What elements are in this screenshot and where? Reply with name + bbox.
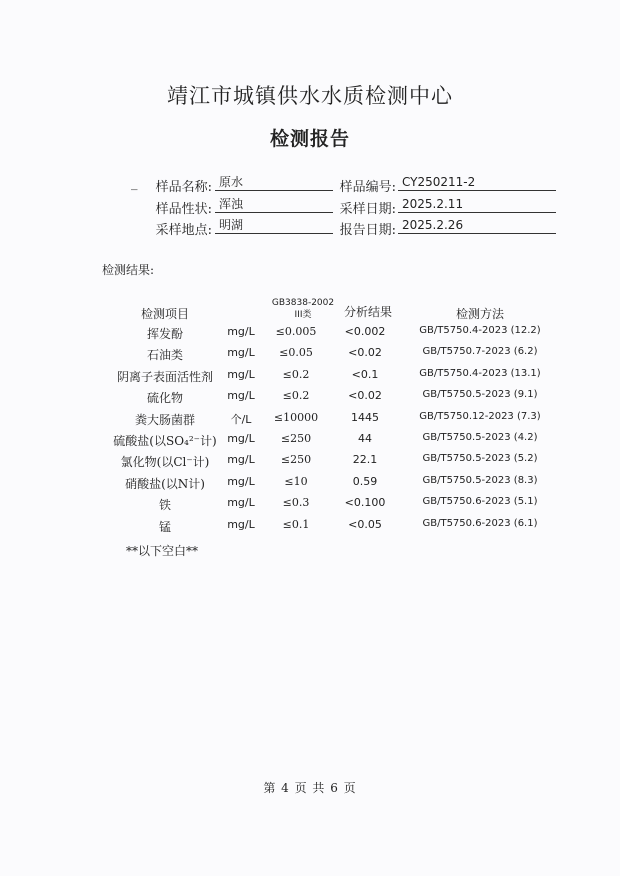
cell-method: GB/T5750.6-2023 (6.1) [422, 517, 538, 529]
cell-unit: mg/L [227, 496, 255, 510]
sample-number-value: CY250211-2 [398, 173, 556, 191]
cell-unit: mg/L [227, 346, 255, 360]
table-row [0, 346, 620, 366]
report-date-label: 报告日期: [339, 223, 396, 238]
table-row [0, 389, 620, 409]
info-row-name [0, 176, 620, 196]
cell-result: <0.05 [348, 517, 382, 531]
cell-limit: ≤10 [284, 474, 308, 488]
header-method: 检测方法 [455, 307, 504, 321]
cell-method: GB/T5750.6-2023 (5.1) [422, 496, 538, 508]
cell-limit: ≤0.2 [282, 367, 310, 381]
sample-property-label: 样品性状: [155, 202, 212, 217]
cell-limit: ≤250 [280, 453, 312, 467]
cell-unit: mg/L [227, 367, 255, 381]
info-row-location [0, 219, 620, 239]
table-row [0, 518, 620, 538]
table-row [0, 475, 620, 495]
header-standard-line1: GB3838-2002 [271, 298, 335, 308]
cell-result: 1445 [351, 410, 379, 424]
header-item: 检测项目 [140, 307, 189, 321]
sample-name-label: 样品名称: [155, 180, 212, 195]
header-result: 分析结果 [343, 305, 392, 319]
report-date-value: 2025.2.26 [398, 216, 556, 234]
cell-item: 硫化物 [146, 391, 183, 406]
table-row [0, 432, 620, 452]
table-row [0, 325, 620, 345]
organization-title: 靖江市城镇供水水质检测中心 [167, 84, 453, 108]
info-row-property [0, 198, 620, 218]
cell-item: 挥发酚 [146, 327, 183, 341]
cell-method: GB/T5750.5-2023 (5.2) [422, 453, 538, 465]
cell-unit: 个/L [230, 412, 252, 426]
cell-unit: mg/L [227, 453, 255, 467]
sampling-date-label: 采样日期: [339, 202, 396, 217]
sample-property-value: 浑浊 [215, 195, 333, 213]
sample-number-label: 样品编号: [339, 180, 396, 195]
cell-limit: ≤0.1 [282, 517, 310, 531]
cell-item: 硝酸盐(以N计) [125, 476, 205, 491]
cell-method: GB/T5750.7-2023 (6.2) [422, 346, 538, 358]
cell-limit: ≤0.05 [279, 346, 313, 360]
cell-unit: mg/L [227, 517, 255, 531]
cell-unit: mg/L [227, 389, 255, 403]
cell-item: 粪大肠菌群 [134, 412, 195, 427]
cell-unit: mg/L [227, 474, 255, 488]
cell-method: GB/T5750.5-2023 (4.2) [422, 432, 538, 443]
table-row [0, 453, 620, 473]
cell-limit: ≤0.2 [282, 389, 310, 403]
cell-method: GB/T5750.4-2023 (13.1) [419, 367, 541, 379]
cell-result: 0.59 [352, 474, 378, 488]
blank-below-note: **以下空白** [126, 544, 199, 558]
cell-result: <0.02 [348, 346, 382, 360]
cell-item: 铁 [158, 498, 171, 513]
cell-limit: ≤250 [280, 432, 312, 445]
cell-result: <0.02 [348, 389, 382, 403]
sampling-date-value: 2025.2.11 [398, 195, 556, 213]
cell-method: GB/T5750.5-2023 (8.3) [422, 474, 538, 486]
results-section-label: 检测结果: [102, 263, 155, 277]
cell-item: 氯化物(以Cl⁻计) [120, 455, 210, 470]
table-row [0, 411, 620, 431]
cell-unit: mg/L [227, 325, 255, 338]
table-row [0, 368, 620, 388]
cell-item: 锰 [158, 519, 171, 534]
cell-item: 阴离子表面活性剂 [116, 369, 213, 384]
margin-dash: _ [131, 176, 138, 191]
cell-result: <0.1 [351, 367, 379, 381]
cell-unit: mg/L [227, 432, 255, 445]
sampling-location-label: 采样地点: [155, 223, 212, 238]
cell-limit: ≤0.005 [275, 325, 317, 338]
cell-method: GB/T5750.12-2023 (7.3) [419, 410, 541, 422]
cell-result: 22.1 [352, 453, 378, 467]
report-title: 检测报告 [269, 128, 350, 150]
table-row [0, 496, 620, 516]
cell-result: 44 [358, 432, 372, 445]
cell-result: <0.002 [344, 325, 386, 338]
sample-name-value: 原水 [215, 173, 333, 191]
cell-limit: ≤10000 [273, 410, 319, 424]
cell-item: 硫酸盐(以SO₄²⁻计) [113, 434, 217, 448]
cell-method: GB/T5750.4-2023 (12.2) [419, 325, 541, 336]
header-standard-line2: III类 [294, 310, 312, 320]
cell-item: 石油类 [146, 348, 183, 363]
cell-limit: ≤0.3 [282, 496, 310, 510]
page-footer: 第 4 页 共 6 页 [263, 781, 357, 795]
cell-result: <0.100 [344, 496, 386, 510]
cell-method: GB/T5750.5-2023 (9.1) [422, 389, 538, 401]
sampling-location-value: 明湖 [215, 216, 333, 234]
